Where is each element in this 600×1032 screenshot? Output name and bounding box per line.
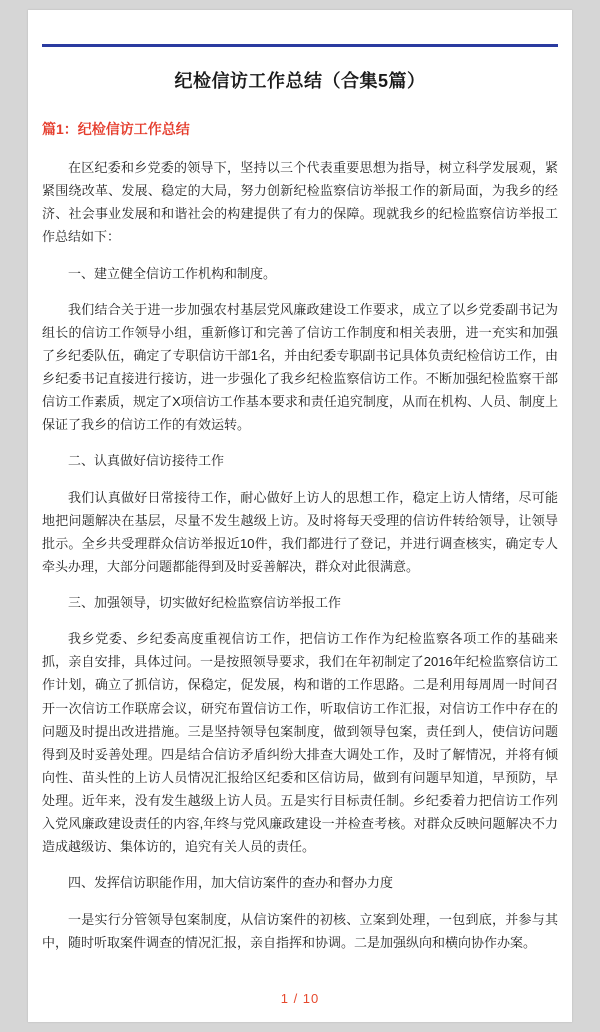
paragraph-heading-1: 一、建立健全信访工作机构和制度。 [68, 265, 277, 281]
top-divider [42, 44, 558, 47]
page-indicator: 1 / 10 [280, 990, 320, 1006]
section-heading: 篇1：纪检信访工作总结 [42, 121, 190, 137]
document-page [28, 10, 572, 1022]
document-body [42, 143, 558, 967]
document-title: 纪检信访工作总结（合集5篇） [174, 71, 426, 91]
paragraph-intro: 在区纪委和乡党委的领导下，坚持以三个代表重要思想为指导，树立科学发展观，紧紧围绕改革、发展、稳定的大局，努力创新纪检监察信访举报工作的新局面，为我乡的经济、社会事业发展和和谐社会的构建提供了有力的保障。现就我乡的纪检监察信访举报工作总结如下： [42, 160, 558, 245]
paragraph-heading-2: 二、认真做好信访接待工作 [68, 453, 225, 469]
paragraph-section-3: 我乡党委、乡纪委高度重视信访工作，把信访工作作为纪检监察各项工作的基础来抓，亲自安排，具体过问。一是按照领导要求，我们在年初制定了2016年纪检监察信访工作计划，确立了抓信访，保稳定，促发展，构和谐的工作思路。二是利用每周周一时间召开一次信访工作联席会议，研究布置信访工作，听取信访工作汇报，对信访工作中存在的问题及时提出改进措施。三是坚持领导包案制度，做到领导包案，责任到人，使信访问题得到及时妥善处理。四是结合信访矛盾纠纷大排查大调处工作，及时了解情况，并将有倾向性、苗头性的上访人员情况汇报给区纪委和区信访局，做到有问题早知道，早预防，早处理。近年来，没有发生越级上访人员。五是实行目标责任制。乡纪委着力把信访工作列入党风廉政建设责任的内容,年终与党风廉政建设一并检查考核。对群众反映问题解决不力造成越级访、集体访的，追究有关人员的责任。 [42, 631, 558, 855]
paragraph-heading-4: 四、发挥信访职能作用，加大信访案件的查办和督办力度 [68, 875, 394, 891]
paragraph-section-2: 我们认真做好日常接待工作，耐心做好上访人的思想工作，稳定上访人情绪，尽可能地把问题解决在基层，尽量不发生越级上访。及时将每天受理的信访件转给领导，让领导批示。全乡共受理群众信访举报近10件，我们都进行了登记，并进行调查核实，确定专人牵头办理，大部分问题都能得到及时妥善解决，群众对此很满意。 [42, 489, 558, 574]
paragraph-section-1: 我们结合关于进一步加强农村基层党风廉政建设工作要求，成立了以乡党委副书记为组长的信访工作领导小组，重新修订和完善了信访工作制度和相关表册，进一充实和加强了乡纪委队伍，确定了专职信访干部1名，并由纪委专职副书记具体负责纪检信访工作，由乡纪委书记直接进行接访，进一步强化了我乡纪检监察信访工作。不断加强纪检监察干部信访工作素质，规定了X项信访工作基本要求和责任追究制度，从而在机构、人员、制度上保证了我乡的信访工作的有效运转。 [42, 301, 558, 433]
paragraph-section-4: 一是实行分管领导包案制度，从信访案件的初核、立案到处理，一包到底，并参与其中，随时听取案件调查的情况汇报，亲自指挥和协调。二是加强纵向和横向协作办案。 [42, 911, 558, 950]
paragraph-heading-3: 三、加强领导，切实做好纪检监察信访举报工作 [68, 595, 342, 610]
